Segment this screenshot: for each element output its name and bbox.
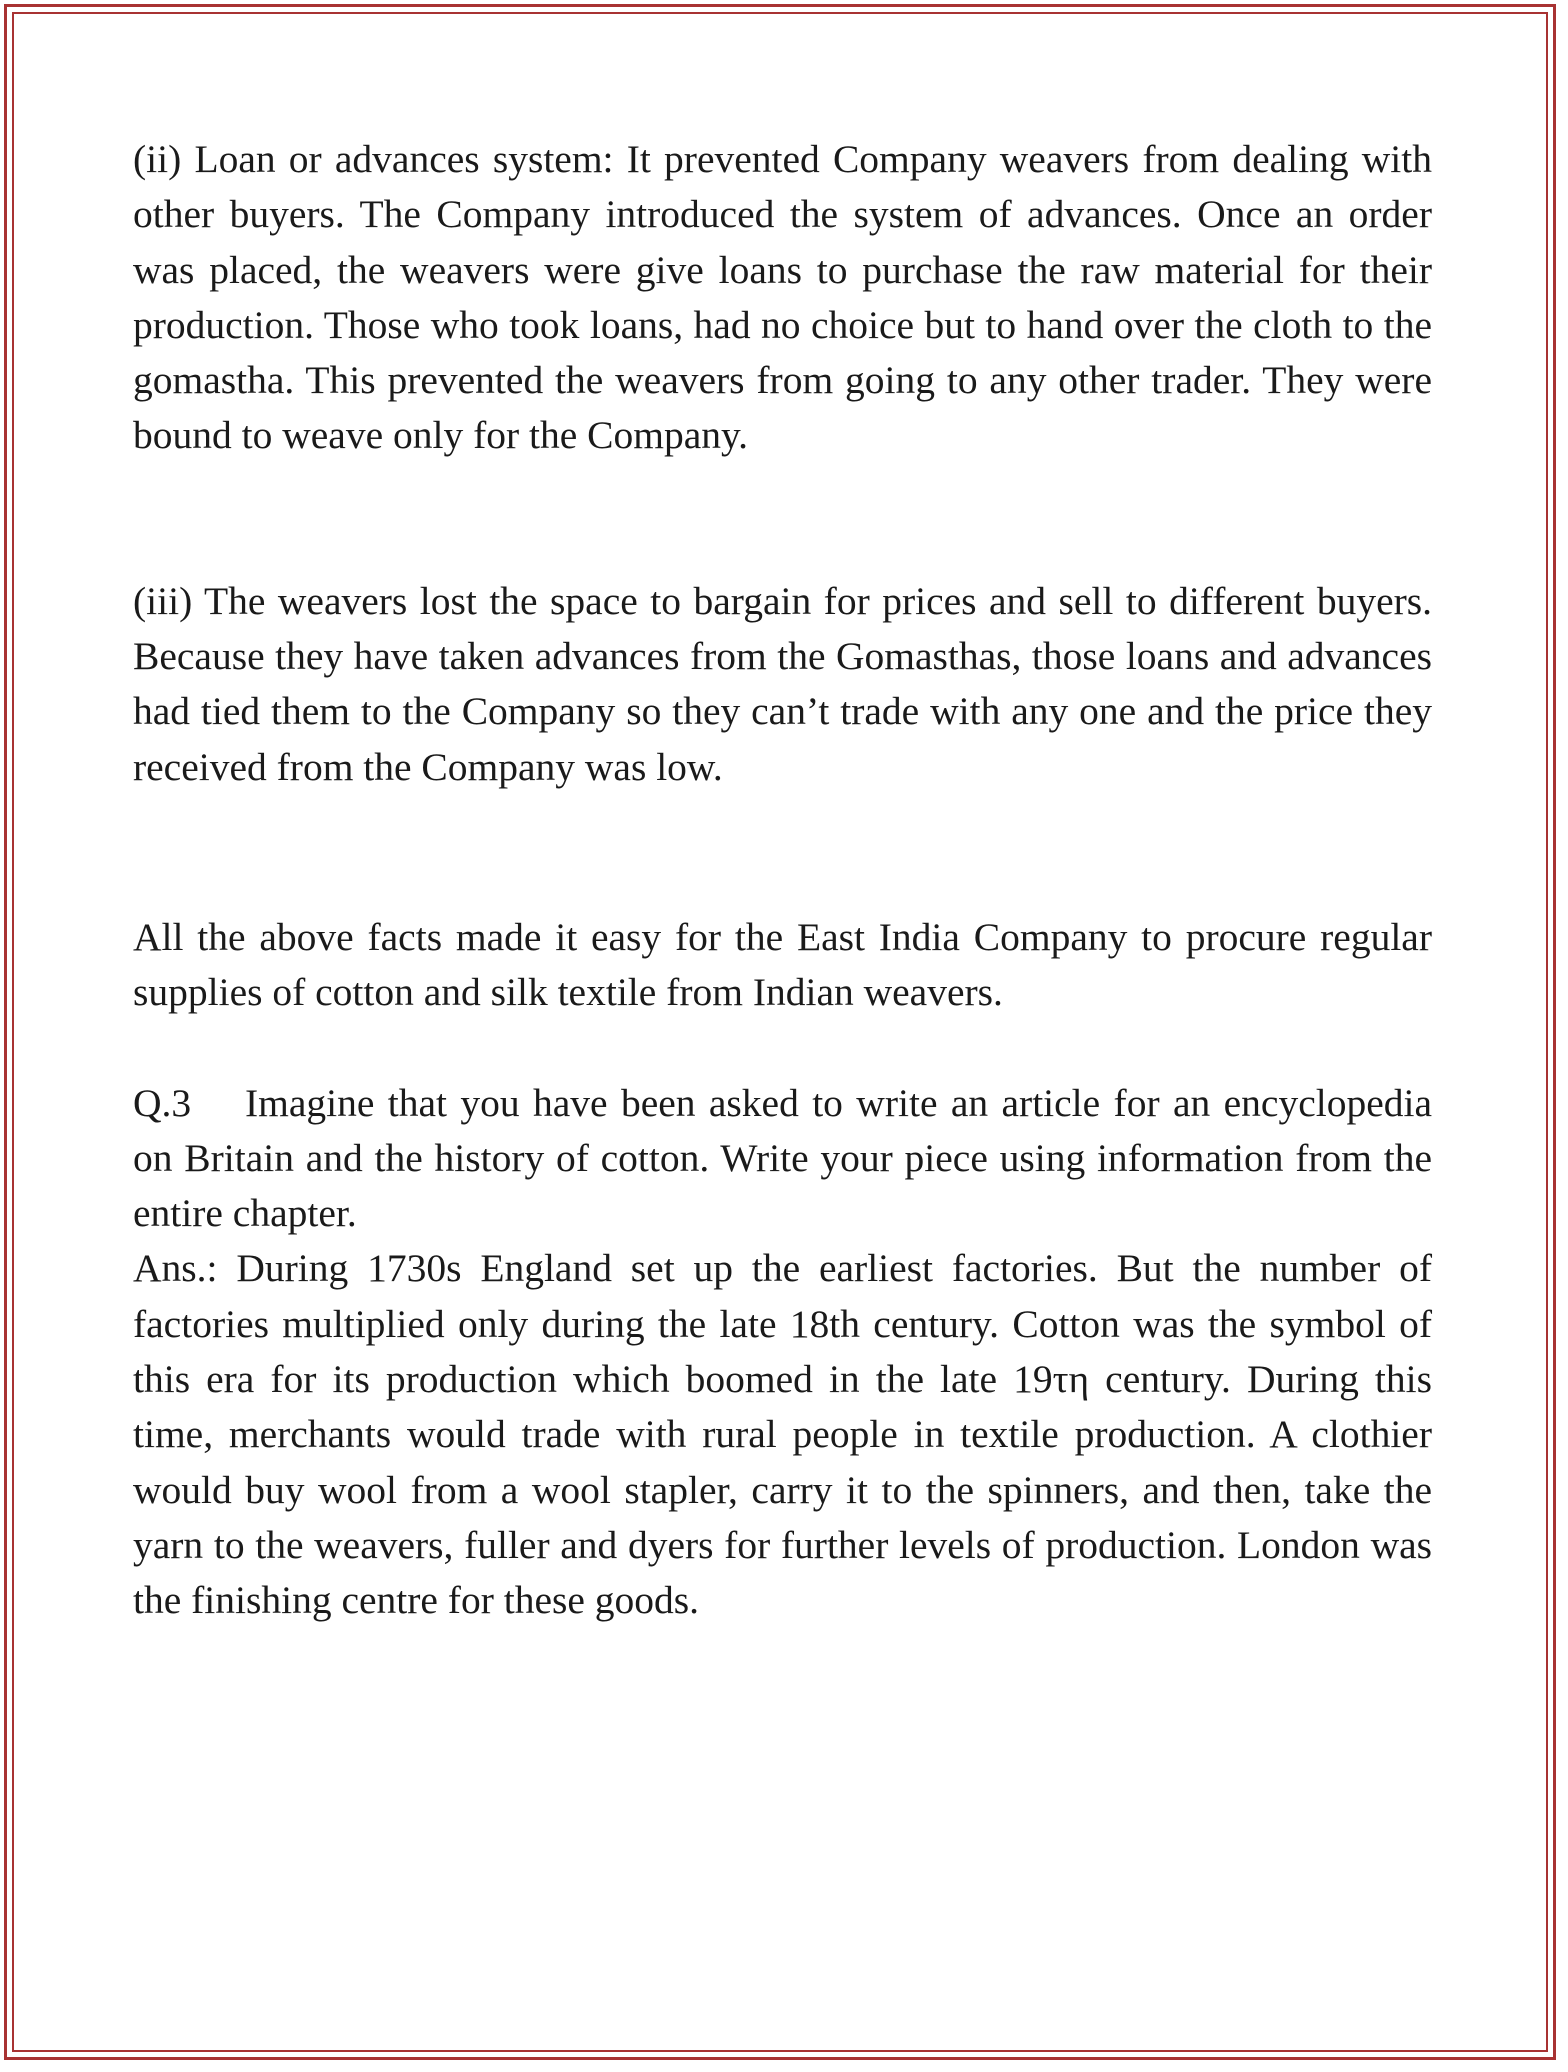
question-3 (133, 1076, 1432, 1242)
paragraph-loan-advances: (ii) Loan or advances system: It prevented Company weavers from dealing with other buyers. The Company introduced the system of advances. Once an order was placed, the weavers were give loans to purchase the raw material for their production. Those who took loans, had no choice but to hand over the cloth to the gomastha. This prevented the weavers from going to any other trader. They were bound to weave only for the Company. (133, 137, 1432, 458)
paragraph-weavers-bargain: (iii) The weavers lost the space to bargain for prices and sell to different buyers. Because they have taken advances from the Gomasthas, those loans and advances had tied them to the Company so they can’t trade with any one and the price they received from the Company was low. (133, 578, 1432, 789)
answer-paragraph: Ans.: During 1730s England set up the earliest factories. But the number of factories multiplied only during the late 18th century. Cotton was the symbol of this era for its production which boomed in the late 19τη century. During this time, merchants would trade with rural people in textile production. A clothier would buy wool from a wool stapler, carry it to the spinners, and then, take the yarn to the weavers, fuller and dyers for further levels of production. London was the finishing centre for these goods. (133, 1246, 1432, 1623)
document-body (133, 132, 1432, 1629)
paragraph-summary: All the above facts made it easy for the East India Company to procure regular supplies of cotton and silk textile from Indian weavers. (133, 914, 1432, 1015)
question-text: Imagine that you have been asked to write an article for an encyclopedia on Britain and the history of cotton. Write your piece using information from the entire chapter. (133, 1080, 1432, 1236)
question-number: Q.3 (133, 1080, 192, 1125)
